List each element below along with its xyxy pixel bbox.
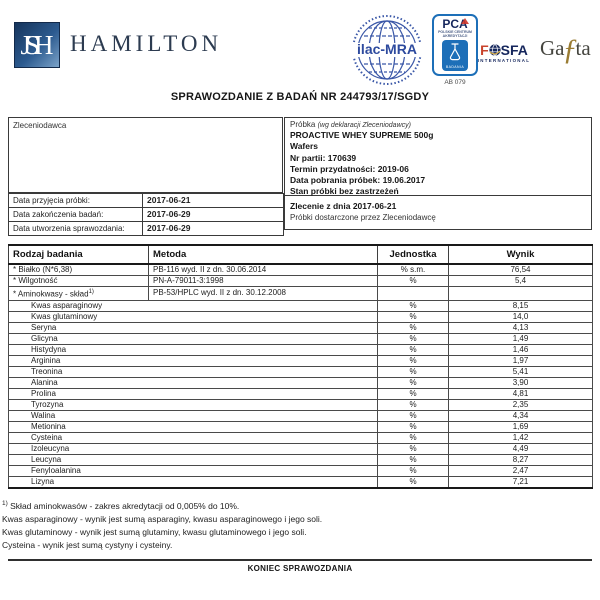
gafta-wheat-f-icon: ƒ [562, 33, 578, 66]
amino-unit: % [378, 300, 449, 311]
results-table [8, 244, 593, 489]
sample-collection-date: Data pobrania próbek: 19.06.2017 [290, 175, 426, 186]
sample-label [290, 120, 586, 130]
report-title: SPRAWOZDANIE Z BADAŃ NR 244793/17/SGDY [170, 91, 430, 103]
amino-unit: % [378, 344, 449, 355]
end-of-report-divider [8, 559, 592, 561]
amino-name: Metionina [9, 421, 378, 432]
footnote-line: Kwas glutaminowy - wynik jest sumą glutaminy, kwasu glutaminowego i jego soli. [2, 526, 307, 537]
table-row-amino [9, 366, 593, 377]
column-header: Jednostka [378, 245, 449, 264]
amino-result: 1,97 [449, 355, 593, 366]
test-method: PN-A-79011-3:1998 [149, 276, 378, 287]
footnote-line [2, 497, 322, 513]
amino-unit: % [378, 377, 449, 388]
table-row-amino [9, 377, 593, 388]
table-row-amino [9, 388, 593, 399]
date-value: 2017-06-29 [143, 222, 284, 236]
order-date: Zlecenie z dnia 2017-06-21 [290, 201, 397, 211]
amino-name: Histydyna [9, 344, 378, 355]
footnote-line: Cysteina - wynik jest sumą cystyny i cysteiny. [2, 539, 173, 550]
amino-result: 1,49 [449, 333, 593, 344]
sample-name: PROACTIVE WHEY SUPREME 500g [290, 130, 434, 140]
table-row-amino [9, 355, 593, 366]
test-unit: % [378, 276, 449, 287]
fosfa-letter-f: F [480, 42, 489, 58]
amino-result: 1,46 [449, 344, 593, 355]
amino-result: 14,0 [449, 311, 593, 322]
amino-name: Treonina [9, 366, 378, 377]
test-name [9, 264, 149, 276]
ilac-mra-label: ilac-MRA [357, 41, 417, 57]
sample-condition: Stan próbki bez zastrzeżeń [290, 186, 399, 197]
amino-name: Walina [9, 410, 378, 421]
footnote-line: Kwas asparaginowy - wynik jest sumą asparaginy, kwasu asparaginowego i jego soli. [2, 513, 323, 524]
table-row-amino [9, 410, 593, 421]
fosfa-letters-sfa: SFA [500, 42, 528, 58]
pca-title [434, 18, 476, 30]
fosfa-globe-icon [489, 44, 501, 56]
amino-unit: % [378, 465, 449, 476]
table-header-row [9, 245, 593, 264]
amino-unit: % [378, 366, 449, 377]
ilac-mra-logo [350, 13, 424, 87]
amino-unit: % [378, 322, 449, 333]
test-unit: % s.m. [378, 264, 449, 276]
fosfa-title [472, 43, 536, 57]
amino-result: 8,27 [449, 454, 593, 465]
amino-result: 5,41 [449, 366, 593, 377]
table-row-amino [9, 443, 593, 454]
footnote-sup: 1) [2, 500, 8, 507]
gafta-part2: ta [575, 36, 591, 60]
amino-name: Leucyna [9, 454, 378, 465]
jsh-logo-letters: JSH [20, 30, 48, 60]
table-row-amino [9, 421, 593, 432]
amino-name: Arginina [9, 355, 378, 366]
test-name-text: * Aminokwasy - skład [13, 289, 89, 299]
footnotes [2, 497, 322, 552]
delivery-note: Próbki dostarczone przez Zleceniodawcę [290, 213, 436, 222]
amino-result: 4,49 [449, 443, 593, 454]
amino-unit: % [378, 311, 449, 322]
sample-label-note: (wg deklaracji Zleceniodawcy) [317, 122, 411, 129]
pca-number: AB 079 [444, 79, 466, 86]
table-row-amino [9, 476, 593, 488]
amino-name: Tyrozyna [9, 399, 378, 410]
table-row-amino [9, 300, 593, 311]
table-row-amino [9, 432, 593, 443]
jsh-logo-mark [14, 22, 60, 68]
pca-subtitle: POLSKIE CENTRUM AKREDYTACJI [438, 30, 472, 38]
table-row-amino [9, 454, 593, 465]
test-result [449, 287, 593, 301]
amino-result: 4,13 [449, 322, 593, 333]
amino-unit: % [378, 421, 449, 432]
amino-result: 2,47 [449, 465, 593, 476]
amino-name: Cysteina [9, 432, 378, 443]
test-result: 5,4 [449, 276, 593, 287]
sample-batch: Nr partii: 170639 [290, 152, 357, 163]
end-of-report-label: KONIEC SPRAWOZDANIA [247, 564, 353, 573]
date-label: Data utworzenia sprawozdania: [9, 222, 143, 236]
table-row [9, 276, 593, 287]
date-label: Data przyjęcia próbki: [9, 194, 143, 208]
amino-result: 3,90 [449, 377, 593, 388]
results-body [9, 264, 593, 488]
column-header: Metoda [149, 245, 378, 264]
test-name-text: * Wilgotność [13, 276, 58, 285]
table-row [9, 208, 284, 222]
sample-label-text: Próbka [290, 120, 316, 129]
amino-name: Seryna [9, 322, 378, 333]
pca-badania-label: BADANIA [445, 65, 465, 69]
amino-result: 4,81 [449, 388, 593, 399]
test-name [9, 287, 149, 301]
client-label: Zleceniodawca [13, 121, 67, 130]
amino-unit: % [378, 333, 449, 344]
gafta-logo [540, 33, 591, 66]
order-box [284, 196, 592, 230]
amino-name: Fenyloalanina [9, 465, 378, 476]
footnote-ref: 1) [88, 289, 94, 295]
table-row-amino [9, 333, 593, 344]
pca-red-triangle-icon [461, 18, 469, 24]
test-name-text: * Białko (N*6,38) [13, 265, 73, 274]
amino-result: 7,21 [449, 476, 593, 488]
globe-icon [350, 13, 424, 87]
amino-name: Kwas glutaminowy [9, 311, 378, 322]
table-row [9, 287, 593, 301]
table-row [9, 194, 284, 208]
pca-badania-box [442, 40, 468, 71]
column-header: Rodzaj badania [9, 245, 149, 264]
amino-result: 4,34 [449, 410, 593, 421]
amino-unit: % [378, 432, 449, 443]
test-result: 76,54 [449, 264, 593, 276]
amino-result: 2,35 [449, 399, 593, 410]
amino-unit: % [378, 388, 449, 399]
amino-name: Izoleucyna [9, 443, 378, 454]
amino-name: Kwas asparaginowy [9, 300, 378, 311]
amino-result: 8,15 [449, 300, 593, 311]
date-value: 2017-06-29 [143, 208, 284, 222]
footnote-text: Skład aminokwasów - zakres akredytacji od 0,005% do 10%. [7, 500, 240, 511]
dates-table [8, 193, 284, 236]
table-row [9, 264, 593, 276]
test-unit [378, 287, 449, 301]
fosfa-subtitle: INTERNATIONAL [477, 58, 531, 63]
table-row-amino [9, 322, 593, 333]
table-row-amino [9, 344, 593, 355]
amino-result: 1,42 [449, 432, 593, 443]
amino-name: Alanina [9, 377, 378, 388]
pca-title-text: PCA [442, 17, 468, 31]
amino-unit: % [378, 454, 449, 465]
brand-name: HAMILTON [70, 31, 223, 56]
amino-unit: % [378, 410, 449, 421]
table-row [9, 222, 284, 236]
test-method: PB-116 wyd. II z dn. 30.06.2014 [149, 264, 378, 276]
gafta-part1: Ga [540, 36, 565, 60]
amino-name: Glicyna [9, 333, 378, 344]
date-label: Data zakończenia badań: [9, 208, 143, 222]
amino-name: Prolina [9, 388, 378, 399]
amino-unit: % [378, 476, 449, 488]
amino-result: 1,69 [449, 421, 593, 432]
client-box [8, 117, 283, 193]
amino-unit: % [378, 443, 449, 454]
fosfa-logo [472, 43, 536, 63]
flask-icon [448, 43, 462, 61]
column-header: Wynik [449, 245, 593, 264]
table-row-amino [9, 465, 593, 476]
table-row-amino [9, 399, 593, 410]
amino-unit: % [378, 355, 449, 366]
amino-unit: % [378, 399, 449, 410]
sample-expiry: Termin przydatności: 2019-06 [290, 163, 409, 174]
amino-name: Lizyna [9, 476, 378, 488]
test-method: PB-53/HPLC wyd. II z dn. 30.12.2008 [149, 287, 378, 301]
test-name [9, 276, 149, 287]
date-value: 2017-06-21 [143, 194, 284, 208]
table-row-amino [9, 311, 593, 322]
sample-type: Wafers [290, 141, 319, 152]
sample-box [284, 117, 592, 196]
